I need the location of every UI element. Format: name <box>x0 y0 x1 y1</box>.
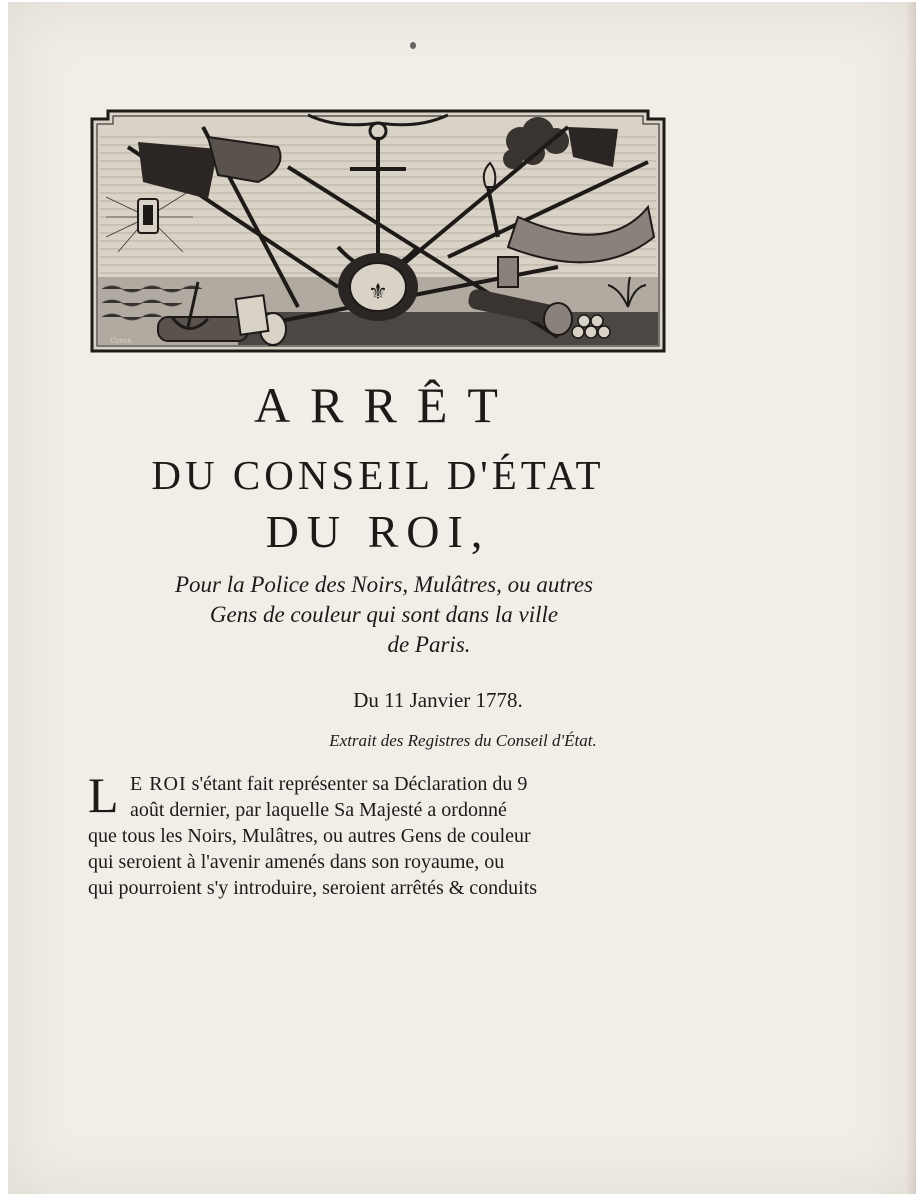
title-du-roi: DU ROI, <box>265 506 491 557</box>
decree-text <box>88 372 668 901</box>
document-page <box>8 2 916 1194</box>
subtitle-line: Gens de couleur qui sont dans la ville <box>209 602 559 627</box>
vignette-illustration <box>88 107 668 355</box>
subtitle-line: de Paris. <box>387 632 471 657</box>
svg-text:⚜: ⚜ <box>368 280 388 305</box>
body-first-word: E ROI <box>130 773 187 795</box>
title-arret: ARRÊT <box>254 377 518 433</box>
body-line-text: s'étant fait représenter sa Déclaration du 9 <box>186 773 528 795</box>
drop-cap: L <box>88 767 119 823</box>
decree-date: Du 11 Janvier 1778. <box>353 688 523 712</box>
body-line: que tous les Noirs, Mulâtres, ou autres Gens de couleur <box>88 825 531 847</box>
body-paragraph <box>88 767 668 901</box>
subtitle-line: Pour la Police des Noirs, Mulâtres, ou autres <box>174 572 594 597</box>
body-line <box>130 771 668 797</box>
engraved-vignette <box>88 107 668 355</box>
engraver-signature: Caron <box>110 337 132 345</box>
pin-hole <box>410 42 416 49</box>
body-line: qui pourroient s'y introduire, seroient arrêtés & conduits <box>88 877 538 899</box>
body-line: août dernier, par laquelle Sa Majesté a ordonné <box>130 799 507 821</box>
title-conseil: DU CONSEIL D'ÉTAT <box>151 452 605 498</box>
body-line: qui seroient à l'avenir amenés dans son royaume, ou <box>88 851 505 873</box>
registry-extract: Extrait des Registres du Conseil d'État. <box>329 731 597 750</box>
subtitle <box>88 570 668 660</box>
